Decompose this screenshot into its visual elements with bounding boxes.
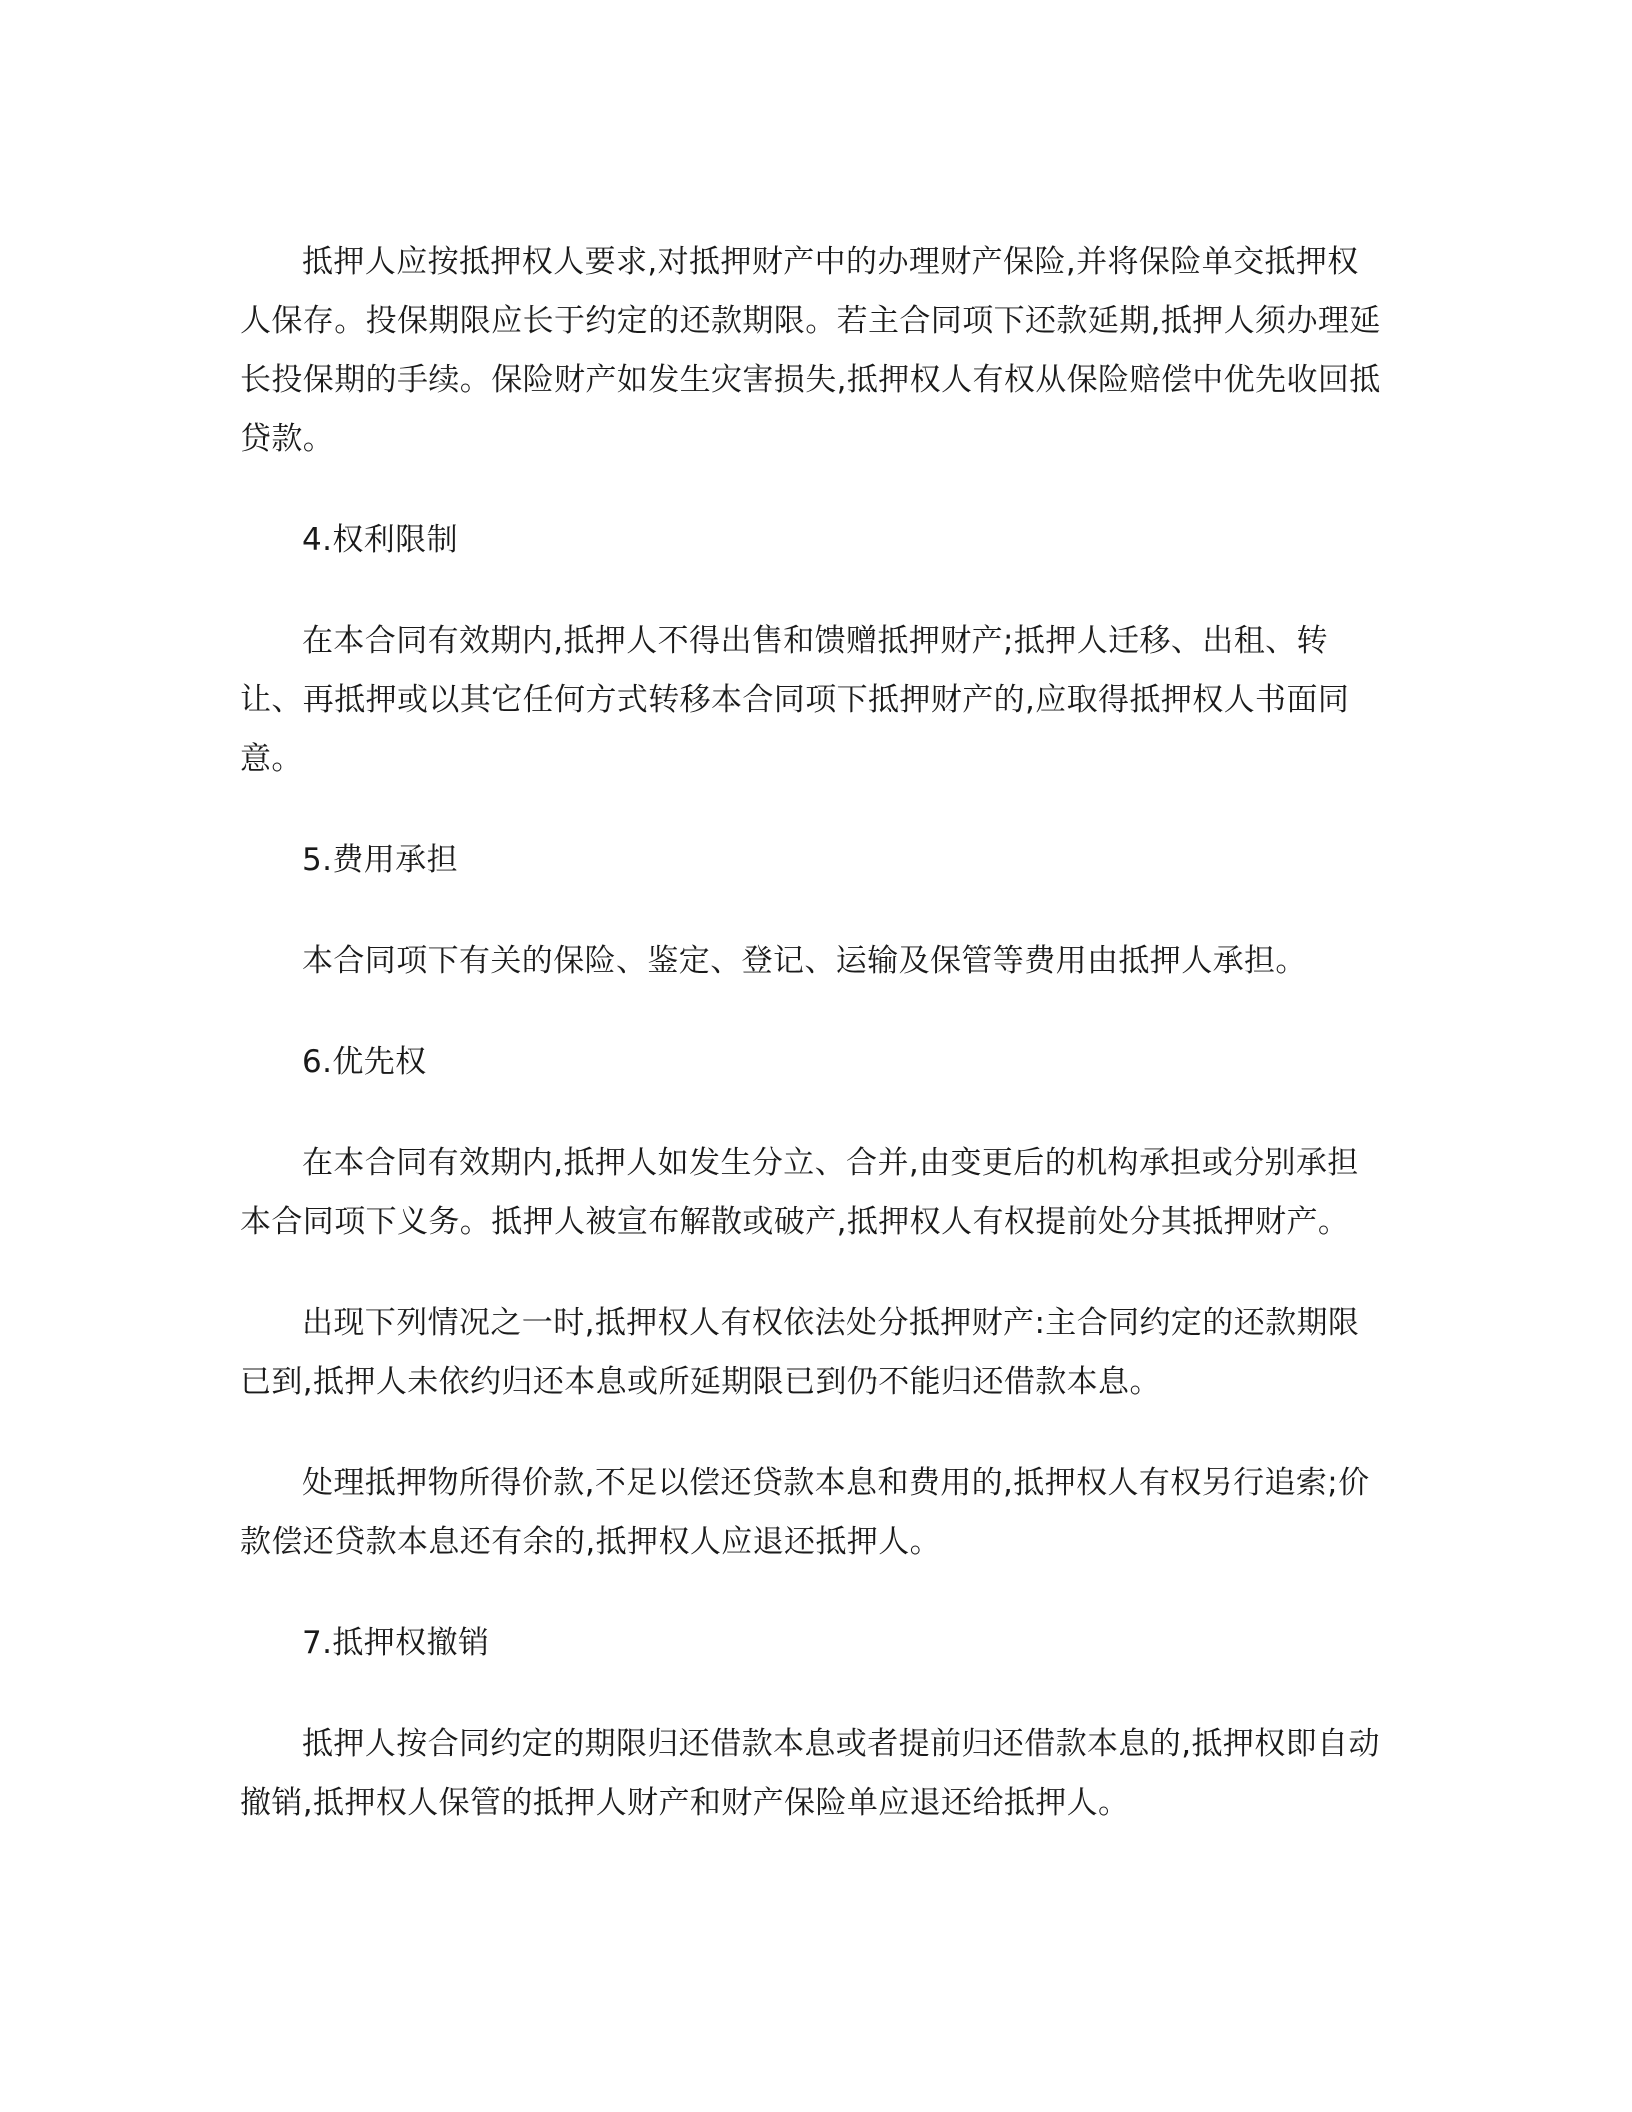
paragraph-priority-disposal: 出现下列情况之一时,抵押权人有权依法处分抵押财产:主合同约定的还款期限已到,抵押人未依约归还本息或所延期限已到仍不能归还借款本息。 <box>240 1305 1360 1400</box>
paragraph-priority-merger: 在本合同有效期内,抵押人如发生分立、合并,由变更后的机构承担或分别承担本合同项下义务。抵押人被宣布解散或破产,抵押权人有权提前处分其抵押财产。 <box>240 1145 1359 1240</box>
section-heading-revocation: 7.抵押权撤销 <box>302 1625 490 1661</box>
paragraph-revocation: 抵押人按合同约定的期限归还借款本息或者提前归还借款本息的,抵押权即自动撤销,抵押权人保管的抵押人财产和财产保险单应退还给抵押人。 <box>240 1726 1380 1821</box>
document-body <box>240 233 1390 1833</box>
paragraph-expenses: 本合同项下有关的保险、鉴定、登记、运输及保管等费用由抵押人承担。 <box>302 943 1307 979</box>
paragraph-rights-restriction: 在本合同有效期内,抵押人不得出售和馈赠抵押财产;抵押人迁移、出租、转让、再抵押或以其它任何方式转移本合同项下抵押财产的,应取得抵押权人书面同意。 <box>240 623 1350 777</box>
section-heading-rights-restriction: 4.权利限制 <box>302 522 458 558</box>
section-heading-expenses: 5.费用承担 <box>302 842 458 878</box>
paragraph-priority-proceeds: 处理抵押物所得价款,不足以偿还贷款本息和费用的,抵押权人有权另行追索;价款偿还贷款本息还有余的,抵押权人应退还抵押人。 <box>240 1465 1370 1560</box>
section-heading-priority: 6.优先权 <box>302 1044 427 1080</box>
paragraph-insurance: 抵押人应按抵押权人要求,对抵押财产中的办理财产保险,并将保险单交抵押权人保存。投保期限应长于约定的还款期限。若主合同项下还款延期,抵押人须办理延长投保期的手续。保险财产如发生灾害损失,抵押权人有权从保险赔偿中优先收回抵贷款。 <box>240 244 1381 457</box>
